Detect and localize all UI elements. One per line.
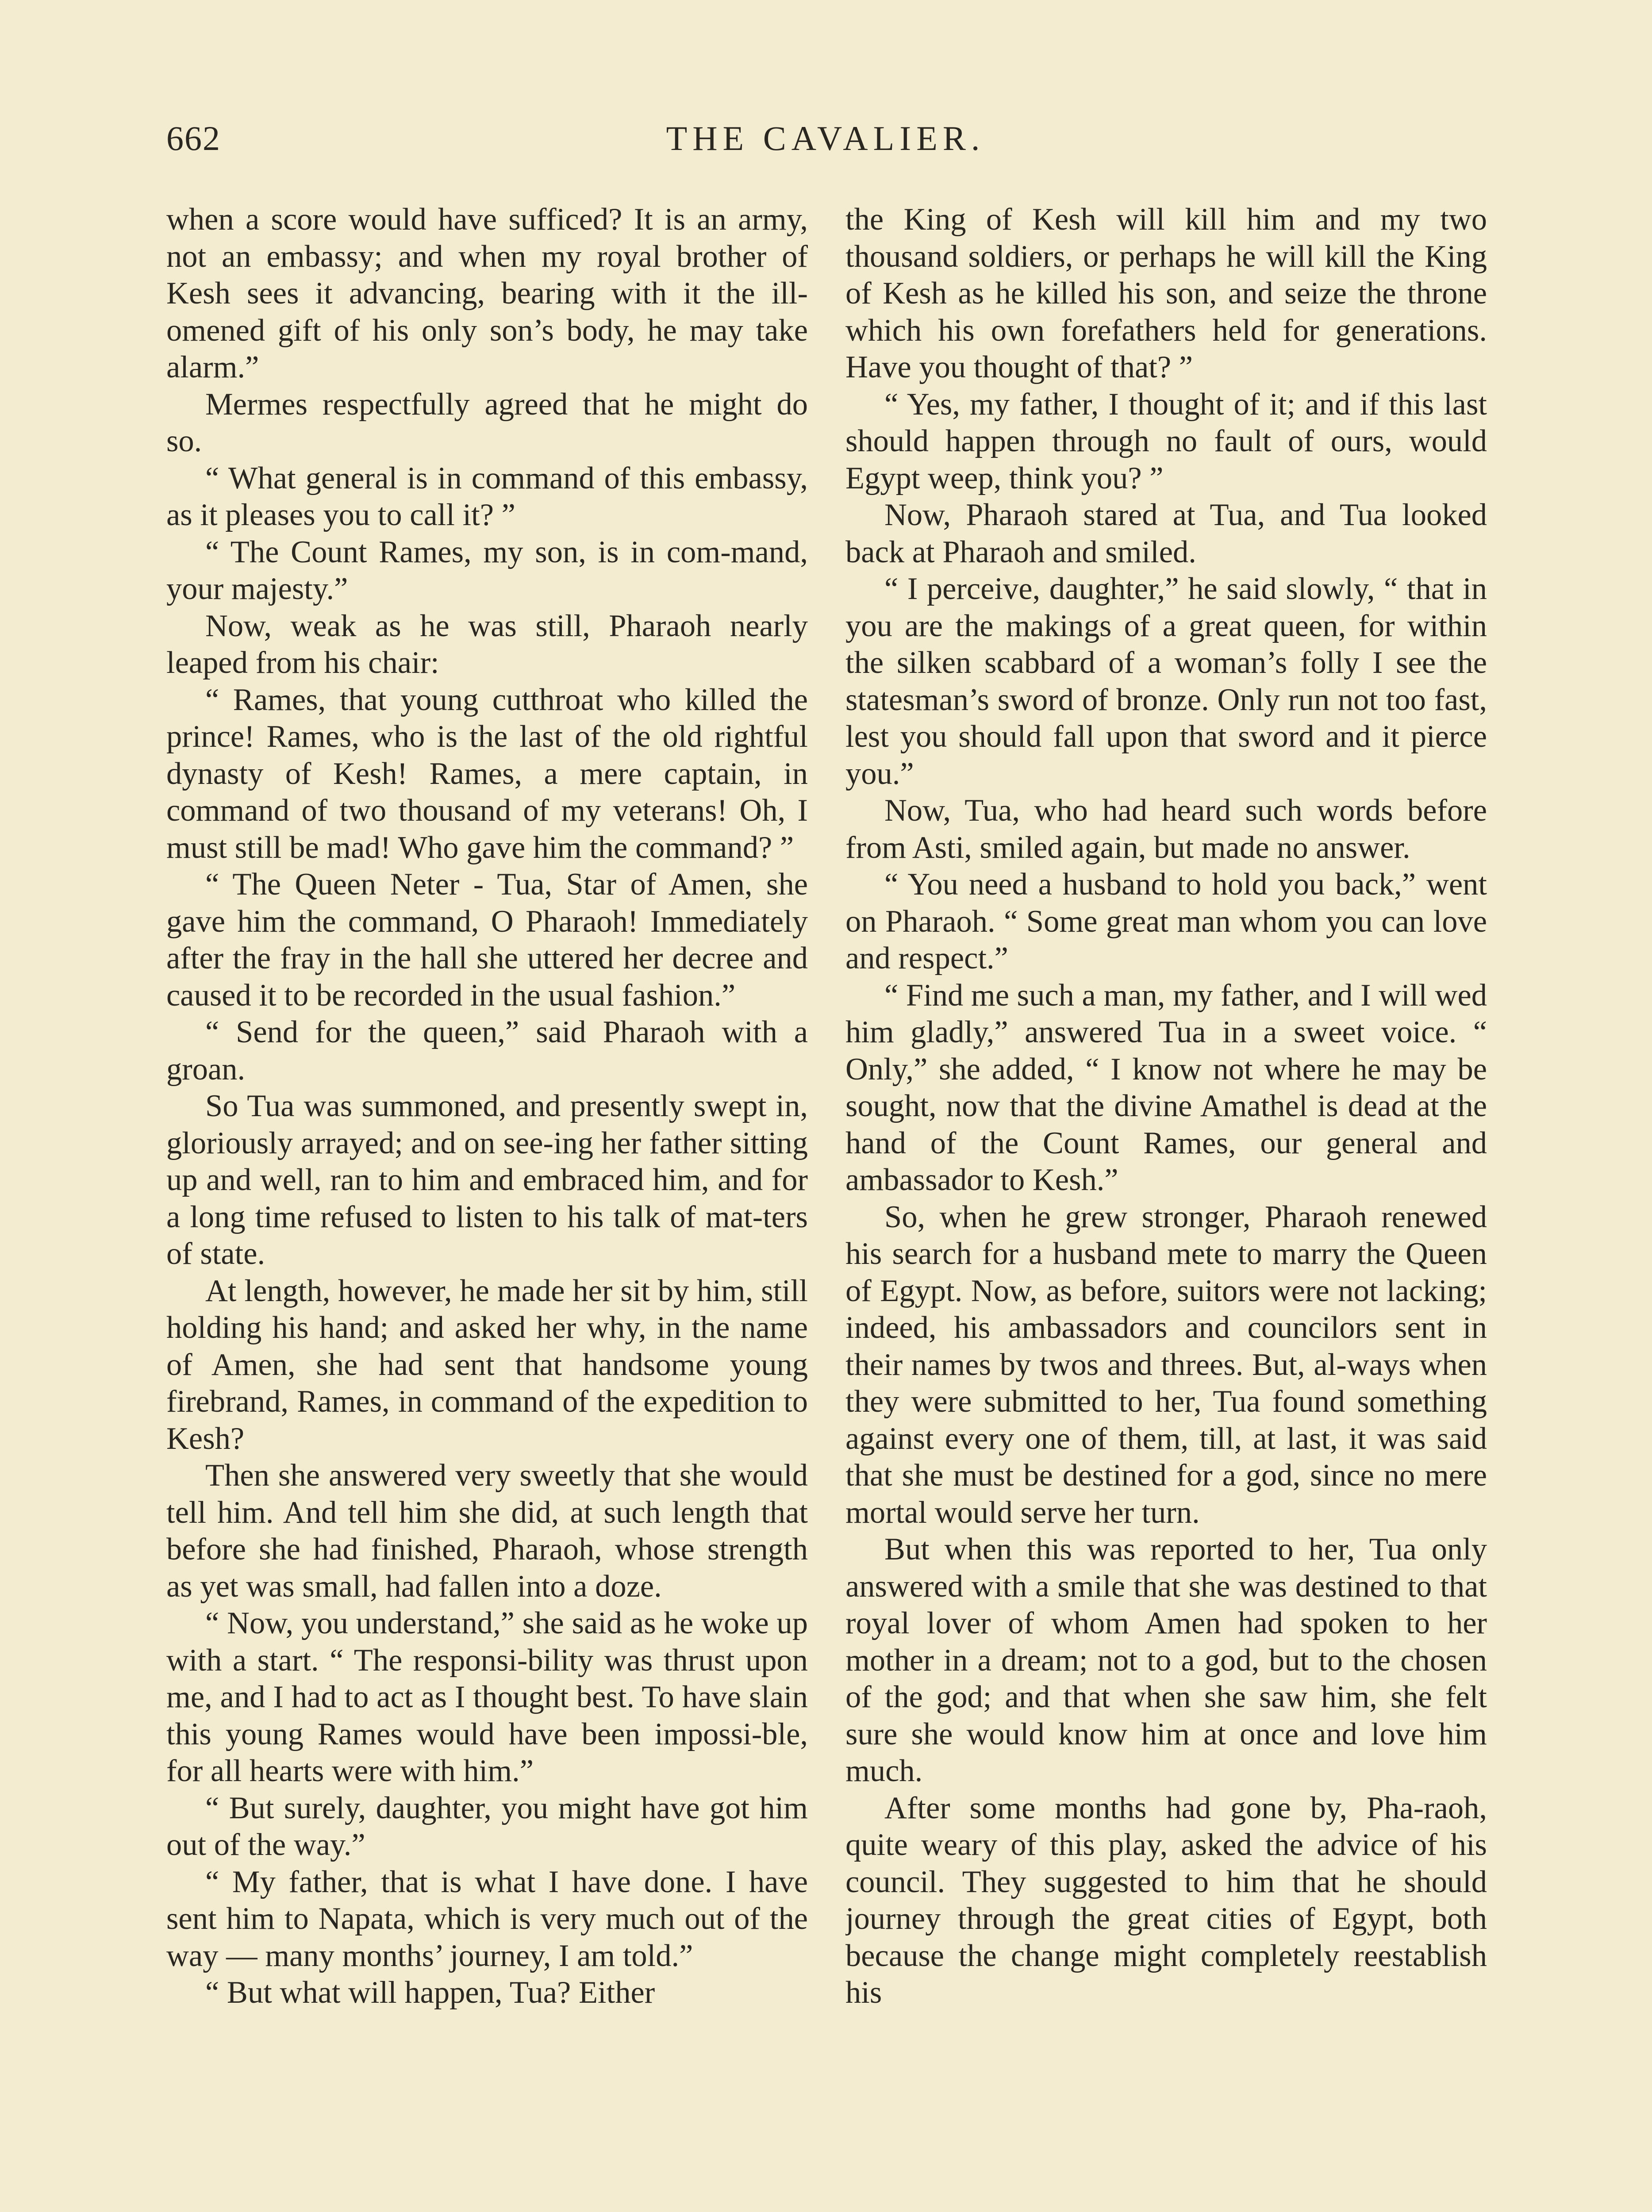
paragraph: So Tua was summoned, and presently swept in, gloriously arrayed; and on see-ing her father sitting up and well, ran to him and embraced him, and for a long time refused to listen to his talk of mat-ters of state. (166, 1089, 808, 1271)
paragraph: “ But what will happen, Tua? Either (205, 1975, 655, 2010)
paragraph: “ The Queen Neter - Tua, Star of Amen, she gave him the command, O Pharaoh! Immediately after the fray in the hall she uttered her decree and caused it to be recorded in the usual fashion.” (166, 867, 808, 1013)
paragraph: “ Rames, that young cutthroat who killed the prince! Rames, who is the last of the old rightful dynasty of Kesh! Rames, a mere captain, in command of two thousand of my veterans! Oh, I must still be mad! Who gave him the command? ” (166, 682, 808, 865)
running-title: THE CAVALIER. (666, 119, 985, 157)
paragraph: “ Now, you understand,” she said as he woke up with a start. “ The responsi-bility was thrust upon me, and I had to act as I thought best. To have slain this young Rames would have been impossi-ble, for all hearts were with him.” (166, 1606, 808, 1788)
paragraph: “ What general is in command of this embassy, as it pleases you to call it? ” (166, 461, 808, 532)
paragraph: “ The Count Rames, my son, is in com-mand, your majesty.” (166, 534, 808, 606)
paragraph: “ Send for the queen,” said Pharaoh with a groan. (166, 1015, 808, 1087)
paragraph: Now, Tua, who had heard such words before from Asti, smiled again, but made no answer. (845, 793, 1487, 865)
paragraph: Now, weak as he was still, Pharaoh nearly leaped from his chair: (166, 608, 808, 680)
paragraph: when a score would have sufficed? It is an army, not an embassy; and when my royal brother of Kesh sees it advancing, bearing with it the ill-omened gift of his only son’s body, he may take alarm.” (166, 202, 808, 384)
page-number: 662 (166, 119, 221, 157)
page-header (166, 119, 1485, 167)
paragraph: “ I perceive, daughter,” he said slowly, “ that in you are the makings of a great queen, for within the silken scabbard of a woman’s folly I see the statesman’s sword of bronze. Only run not too fast, lest you should fall upon that sword and it pierce you.” (845, 572, 1487, 791)
paragraph: “ Yes, my father, I thought of it; and if this last should happen through no fault of ours, would Egypt weep, think you? ” (845, 387, 1487, 495)
paragraph: After some months had gone by, Pha-raoh, quite weary of this play, asked the advice of his council. They suggested to him that he should journey through the great cities of Egypt, both because the change might completely reestablish his (845, 1790, 1487, 2010)
paragraph: But when this was reported to her, Tua only answered with a smile that she was destined to that royal lover of whom Amen had spoken to her mother in a dream; not to a god, but to the chosen of the god; and that when she saw him, she felt sure she would know him at once and love him much. (845, 1532, 1487, 1788)
right-column (845, 201, 1487, 2212)
paragraph: So, when he grew stronger, Pharaoh renewed his search for a husband mete to marry the Queen of Egypt. Now, as before, suitors were not lacking; indeed, his ambassadors and councilors sent in their names by twos and threes. But, al-ways when they were submitted to her, Tua found something against every one of them, till, at last, it was said that she must be destined for a god, since no mere mortal would serve her turn. (845, 1199, 1487, 1530)
paragraph: “ Find me such a man, my father, and I will wed him gladly,” answered Tua in a sweet voice. “ Only,” she added, “ I know not where he may be sought, now that the divine Amathel is dead at the hand of the Count Rames, our general and ambassador to Kesh.” (845, 978, 1487, 1197)
paragraph: Then she answered very sweetly that she would tell him. And tell him she did, at such length that before she had finished, Pharaoh, whose strength as yet was small, had fallen into a doze. (166, 1458, 808, 1604)
left-column (166, 201, 808, 2212)
paragraph: the King of Kesh will kill him and my two thousand soldiers, or perhaps he will kill the King of Kesh as he killed his son, and seize the throne which his own forefathers held for generations. Have you thought of that? ” (845, 202, 1487, 384)
paragraph: “ But surely, daughter, you might have got him out of the way.” (166, 1790, 808, 1862)
paragraph: “ You need a husband to hold you back,” went on Pharaoh. “ Some great man whom you can love and respect.” (845, 867, 1487, 975)
paragraph: At length, however, he made her sit by him, still holding his hand; and asked her why, in the name of Amen, she had sent that handsome young firebrand, Rames, in command of the expedition to Kesh? (166, 1273, 808, 1456)
paragraph: Mermes respectfully agreed that he might do so. (166, 387, 808, 458)
paragraph: “ My father, that is what I have done. I have sent him to Napata, which is very much out of the way — many months’ journey, I am told.” (166, 1864, 808, 1973)
paragraph: Now, Pharaoh stared at Tua, and Tua looked back at Pharaoh and smiled. (845, 498, 1487, 569)
